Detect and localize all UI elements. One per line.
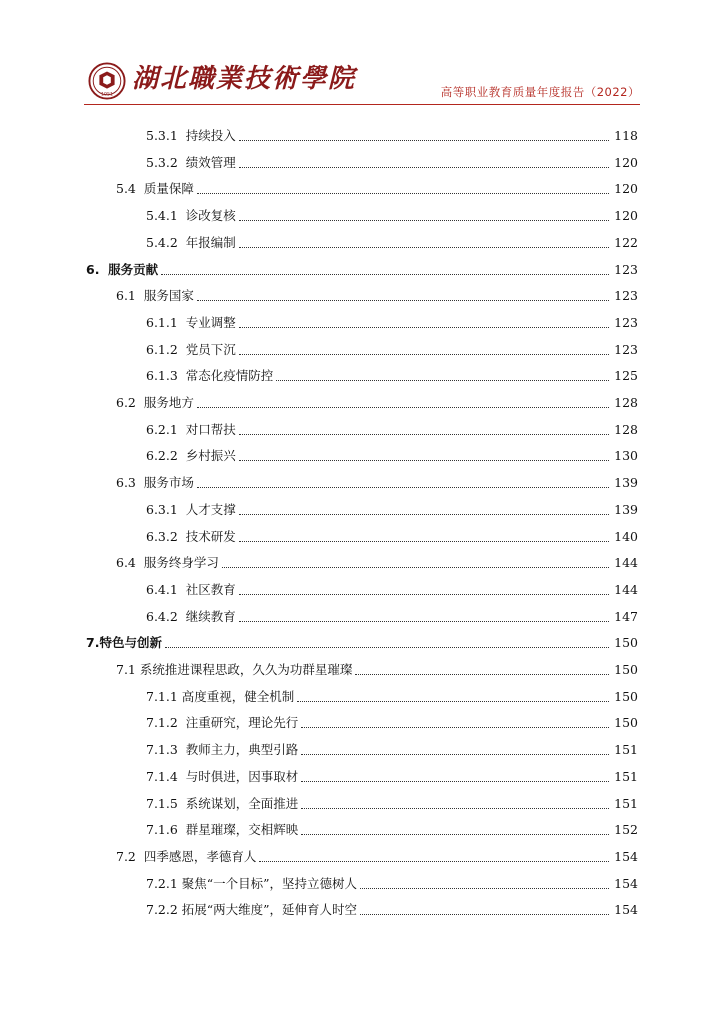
college-seal-icon	[88, 62, 126, 100]
toc-page-number: 150	[614, 662, 638, 677]
dot-leader	[239, 129, 609, 141]
report-title: 高等职业教育质量年度报告（2022）	[440, 85, 640, 99]
toc-page-number: 144	[614, 581, 638, 597]
toc-entry-title: 7.1 系统推进课程思政，久久为功群星璀璨	[116, 662, 353, 677]
toc-entry[interactable]	[116, 278, 638, 304]
toc-entry-title: 7.1.3 教师主力，典型引路	[146, 742, 299, 758]
dot-leader	[239, 316, 609, 328]
toc-page-number: 120	[614, 208, 638, 224]
dot-leader	[197, 396, 609, 408]
toc-entry-title: 7.2 四季感恩，孝德育人	[116, 848, 257, 864]
toc-page-number: 147	[614, 608, 638, 624]
toc-entry[interactable]	[116, 171, 638, 197]
toc-entry-title: 5.4.2 年报编制	[146, 234, 236, 250]
toc-entry-title: 6.1.1 专业调整	[146, 314, 236, 330]
toc-entry[interactable]	[116, 385, 638, 411]
toc-entry-title: 7.1.4 与时俱进，因事取材	[146, 768, 299, 784]
dot-leader	[360, 903, 609, 915]
toc-page-number: 150	[614, 688, 638, 704]
page-header	[84, 52, 640, 104]
toc-entry-title: 6.3.1 人才支撑	[146, 501, 236, 517]
toc-entry-title: 6.3.2 技术研发	[146, 528, 236, 544]
toc-entry-title: 7.1.5 系统谋划，全面推进	[146, 795, 299, 811]
toc-entry[interactable]	[146, 118, 638, 144]
toc-entry-title: 6. 服务贡献	[86, 261, 159, 277]
toc-entry[interactable]	[146, 599, 638, 625]
toc-entry-title: 6.2.1 对口帮扶	[146, 421, 236, 437]
dot-leader	[197, 182, 609, 194]
dot-leader	[239, 583, 609, 595]
toc-entry[interactable]	[146, 572, 638, 598]
dot-leader	[165, 636, 609, 648]
dot-leader	[197, 476, 609, 488]
college-name-logo: 湖北職業技術學院	[132, 64, 357, 94]
toc-entry[interactable]	[146, 812, 638, 838]
toc-page-number: 154	[614, 848, 638, 864]
toc-page-number: 120	[614, 154, 638, 170]
toc-entry-title: 5.3.1 持续投入	[146, 128, 236, 143]
seal-year: 1951	[100, 92, 114, 98]
toc-entry[interactable]	[116, 839, 638, 865]
toc-entry-title: 7.2.2 拓展“两大维度”，延伸育人时空	[146, 902, 358, 918]
toc-entry[interactable]	[146, 305, 638, 331]
toc-entry[interactable]	[146, 519, 638, 545]
toc-entry[interactable]	[146, 679, 638, 705]
toc-entry-title: 7.特色与创新	[86, 635, 162, 651]
dot-leader	[239, 449, 609, 461]
toc-entry-title: 6.2.2 乡村振兴	[146, 448, 236, 464]
toc-page-number: 151	[614, 795, 638, 811]
toc-entry-title: 5.3.2 绩效管理	[146, 154, 236, 170]
toc-page-number: 151	[614, 742, 638, 758]
toc-entry-title: 5.4 质量保障	[116, 181, 194, 197]
toc-entry-title: 7.2.1 聚焦“一个目标”，坚持立德树人	[146, 875, 358, 891]
toc-page-number: 151	[614, 768, 638, 784]
toc-entry-title: 6.2 服务地方	[116, 395, 194, 410]
dot-leader	[239, 236, 609, 248]
toc-page-number: 139	[614, 475, 638, 491]
toc-page-number: 144	[614, 555, 638, 571]
toc-entry[interactable]	[146, 358, 638, 384]
dot-leader	[360, 877, 609, 889]
toc-entry-title: 6.4 服务终身学习	[116, 555, 219, 571]
dot-leader	[239, 610, 609, 622]
dot-leader	[301, 716, 609, 728]
toc-entry[interactable]	[146, 332, 638, 358]
toc-entry[interactable]	[146, 198, 638, 224]
toc-entry[interactable]	[146, 732, 638, 758]
toc-entry[interactable]	[146, 705, 638, 731]
dot-leader	[239, 503, 609, 515]
toc-page-number: 123	[614, 314, 638, 330]
toc-entry[interactable]	[86, 625, 638, 651]
dot-leader	[276, 369, 609, 381]
toc-page-number: 125	[614, 368, 638, 384]
dot-leader	[197, 289, 609, 301]
toc-entry[interactable]	[146, 759, 638, 785]
dot-leader	[239, 423, 609, 435]
dot-leader	[239, 156, 609, 168]
toc-entry[interactable]	[116, 465, 638, 491]
dot-leader	[259, 850, 609, 862]
toc-entry[interactable]	[116, 652, 638, 678]
toc-page-number: 123	[614, 288, 638, 304]
toc-page-number: 118	[614, 128, 638, 143]
toc-entry[interactable]	[146, 438, 638, 464]
toc-page-number: 154	[614, 875, 638, 891]
toc-entry[interactable]	[146, 225, 638, 251]
dot-leader	[222, 556, 609, 568]
dot-leader	[239, 209, 609, 221]
dot-leader	[301, 770, 609, 782]
dot-leader	[301, 797, 609, 809]
toc-page-number: 154	[614, 902, 638, 918]
toc-entry[interactable]	[146, 866, 638, 892]
toc-entry-title: 6.1 服务国家	[116, 288, 194, 304]
dot-leader	[239, 530, 609, 542]
toc-page-number: 152	[614, 822, 638, 838]
dot-leader	[239, 343, 609, 355]
toc-entry[interactable]	[146, 145, 638, 171]
toc-entry[interactable]	[146, 892, 638, 918]
toc-page-number: 120	[614, 181, 638, 197]
toc-entry-title: 7.1.2 注重研究，理论先行	[146, 715, 299, 731]
toc-page-number: 128	[614, 395, 638, 410]
toc-page-number: 122	[614, 234, 638, 250]
toc-entry-title: 7.1.6 群星璀璨，交相辉映	[146, 822, 299, 838]
toc-entry-title: 5.4.1 诊改复核	[146, 208, 236, 224]
dot-leader	[355, 663, 609, 675]
header-divider	[84, 104, 640, 105]
dot-leader	[161, 263, 609, 275]
toc-page-number: 150	[614, 715, 638, 731]
toc-page-number: 123	[614, 261, 638, 277]
toc-entry-title: 6.4.2 继续教育	[146, 608, 236, 624]
dot-leader	[301, 743, 609, 755]
toc-page-number: 139	[614, 501, 638, 517]
toc-page-number: 150	[614, 635, 638, 651]
toc-entry-title: 6.1.3 常态化疫情防控	[146, 368, 274, 384]
toc-entry[interactable]	[146, 492, 638, 518]
toc-entry[interactable]	[116, 545, 638, 571]
toc-entry-title: 7.1.1 高度重视，健全机制	[146, 688, 295, 704]
toc-entry[interactable]	[86, 252, 638, 278]
toc-entry-title: 6.3 服务市场	[116, 475, 194, 491]
toc-page-number: 123	[614, 341, 638, 357]
toc-page-number: 130	[614, 448, 638, 464]
toc-entry[interactable]	[146, 412, 638, 438]
toc-entry[interactable]	[146, 786, 638, 812]
toc-page-number: 128	[614, 421, 638, 437]
dot-leader	[301, 823, 609, 835]
toc-entry-title: 6.1.2 党员下沉	[146, 341, 236, 357]
toc-entry-title: 6.4.1 社区教育	[146, 581, 236, 597]
toc-page-number: 140	[614, 528, 638, 544]
dot-leader	[297, 690, 609, 702]
